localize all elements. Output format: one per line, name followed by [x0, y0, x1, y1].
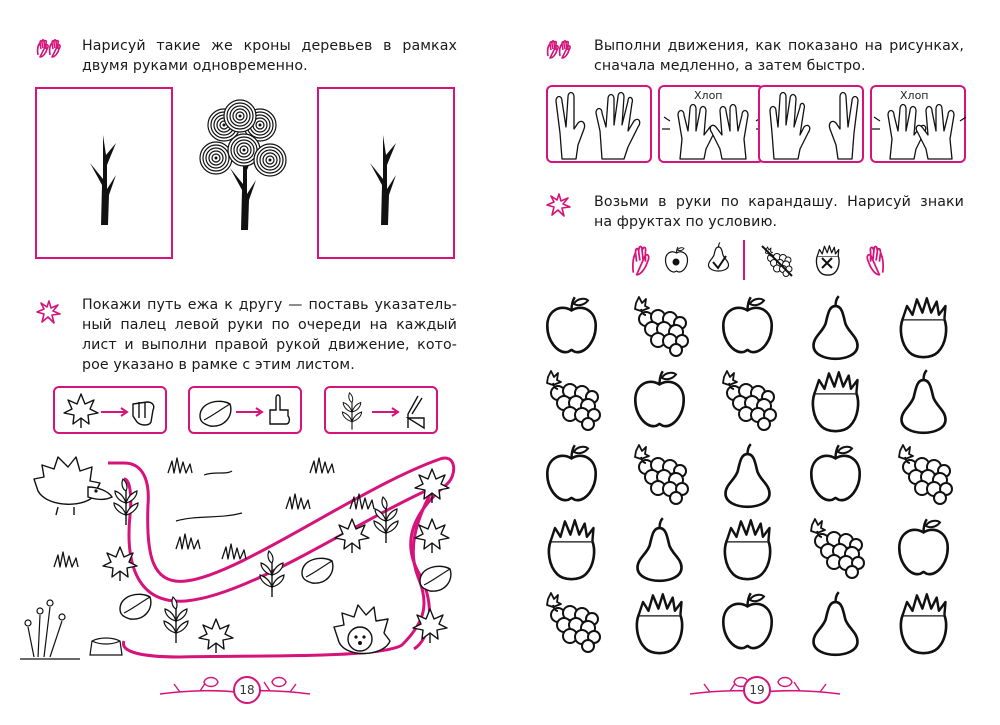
clap-label-2: Хлоп: [900, 89, 929, 102]
page-number-right: 19: [743, 676, 771, 704]
fruit-grapes[interactable]: [544, 591, 606, 653]
fruit-raspberry[interactable]: [720, 517, 782, 579]
star-icon: [37, 300, 61, 324]
bare-tree-left: [104, 165, 105, 166]
fruit-grapes[interactable]: [632, 295, 694, 357]
task4-instruction: [594, 192, 964, 232]
task2-line3: лист и выполни правой рукой движение, кото-: [82, 337, 457, 353]
fruit-raspberry[interactable]: [896, 591, 958, 653]
task3-instruction: [594, 36, 964, 76]
fruit-raspberry[interactable]: [808, 369, 870, 431]
fruit-grapes[interactable]: [720, 369, 782, 431]
task1-line1: Нарисуй такие же кроны деревьев в рамках: [82, 38, 457, 54]
spiral-tree-sample: [244, 170, 245, 171]
fruit-apple[interactable]: [720, 591, 782, 653]
task2-instruction: [82, 295, 457, 375]
hands-icon: [35, 37, 63, 61]
motion-frame-3: [758, 85, 864, 163]
fruit-apple[interactable]: [544, 443, 606, 505]
task1-line2: двумя руками одновременно.: [82, 58, 308, 74]
task1-instruction: [82, 36, 457, 76]
motion-frame-4: [870, 85, 966, 163]
fruit-grapes[interactable]: [896, 443, 958, 505]
fruit-pear[interactable]: [808, 295, 870, 357]
fruit-grid: [540, 295, 980, 655]
hedgehog-maze: [20, 445, 490, 675]
legend-twig-cross: [324, 386, 438, 434]
fruit-grapes[interactable]: [544, 369, 606, 431]
fruit-apple[interactable]: [632, 369, 694, 431]
right-page: [500, 0, 1000, 725]
fruit-apple[interactable]: [896, 517, 958, 579]
bare-tree-right: [384, 165, 385, 166]
fruit-apple[interactable]: [544, 295, 606, 357]
task4-line2: на фруктах по условию.: [594, 214, 778, 230]
star-icon: [547, 193, 571, 217]
task4-line1: Возьми в руки по карандашу. Нарисуй знаки: [594, 194, 964, 210]
fruit-pear[interactable]: [632, 517, 694, 579]
hedgehog-start: [34, 457, 112, 515]
task3-line1: Выполни движения, как показано на рисунках,: [594, 38, 964, 54]
task2-line1: Покажи путь ежа к другу — поставь указатель-: [82, 297, 457, 313]
legend-maple-fist: [53, 386, 167, 434]
legend-round-thumb: [188, 386, 302, 434]
fruit-pear[interactable]: [720, 443, 782, 505]
marks-legend: [626, 240, 896, 280]
fruit-pear[interactable]: [808, 591, 870, 653]
task2-line4: рое указано в рамке с этим листом.: [82, 357, 355, 373]
page-number-left: 18: [233, 676, 261, 704]
hedgehog-friend: [334, 605, 390, 654]
fruit-raspberry[interactable]: [632, 591, 694, 653]
fruit-apple[interactable]: [720, 295, 782, 357]
fruit-grapes[interactable]: [808, 517, 870, 579]
task3-line2: сначала медленно, а затем быстро.: [594, 58, 866, 74]
motion-frame-1: [546, 85, 652, 163]
fruit-raspberry[interactable]: [896, 295, 958, 357]
motion-frame-2: [658, 85, 764, 163]
hands-icon: [545, 38, 573, 62]
fruit-apple[interactable]: [808, 443, 870, 505]
fruit-grapes[interactable]: [632, 443, 694, 505]
fruit-raspberry[interactable]: [544, 517, 606, 579]
fruit-pear[interactable]: [896, 369, 958, 431]
clap-label-1: Хлоп: [694, 89, 723, 102]
task2-line2: ный палец левой руки по очереди на каждый: [82, 317, 457, 333]
